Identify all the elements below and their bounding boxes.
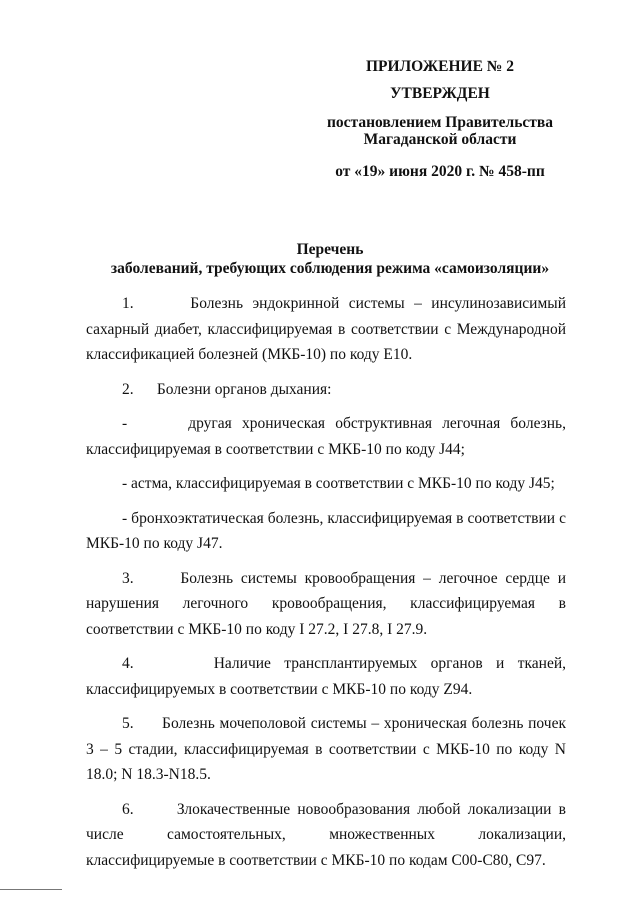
list-item: - другая хроническая обструктивная легочная болезнь, классифицируемая в соответствии с МКБ-10 по коду J44; [86,415,566,458]
document-title [80,240,580,278]
approval-header [310,58,570,180]
decree-line-2: Магаданской области [363,131,517,148]
title-line-1: Перечень [296,241,364,258]
list-item: 1. Болезнь эндокринной системы – инсулинозависимый сахарный диабет, классифицируемая в соответствии с Международной классификацией болезней (МКБ-10) по коду Е10. [86,295,566,363]
list-item: 6. Злокачественные новообразования любой локализации в числе самостоятельных, множественных локализации, классифицируемые в соответствии с МКБ-10 по кодам С00-С80, С97. [86,800,566,869]
list-item: - бронхоэктатическая болезнь, классифицируемая в соответствии с МКБ-10 по коду J47. [86,509,566,552]
approved-label: УТВЕРЖДЕН [390,85,490,102]
footer-divider [0,889,62,890]
list-item: 2. Болезни органов дыхания: [122,380,332,398]
document-body [86,291,566,873]
decree-date: от «19» июня 2020 г. № 458-пп [335,163,545,180]
list-item: 3. Болезнь системы кровообращения – легочное сердце и нарушения легочного кровообращения, классифицируемая в соответствии с МКБ-10 по коду I 27.2, I 27.8, I 27.9. [86,569,566,638]
decree-line-1: постановлением Правительства [326,114,554,131]
appendix-number: ПРИЛОЖЕНИЕ № 2 [366,58,514,75]
title-line-2: заболеваний, требующих соблюдения режима «самоизоляции» [110,260,550,277]
list-item: - астма, классифицируемая в соответствии с МКБ-10 по коду J45; [122,475,555,492]
list-item: 4. Наличие трансплантируемых органов и тканей, классифицируемых в соответствии с МКБ-10 по коду Z94. [86,655,566,698]
list-item: 5. Болезнь мочеполовой системы – хроническая болезнь почек 3 – 5 стадии, классифицируемая в соответствии с МКБ-10 по коду N 18.0; N 18.3-N18.5. [86,715,566,783]
